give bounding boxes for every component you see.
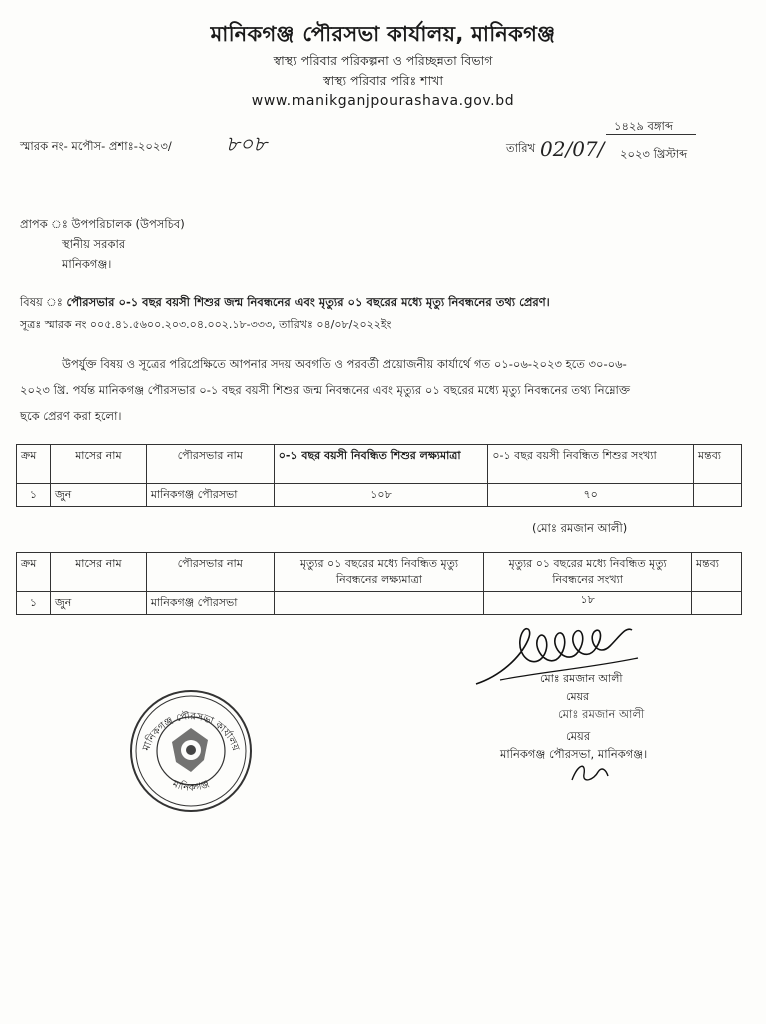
svg-text:মানিকগঞ্জ xyxy=(170,778,211,794)
table-header-cell: মাসের নাম xyxy=(50,553,146,592)
stamp-title: মেয়র xyxy=(566,690,590,703)
stamp-name: মোঃ রমজান আলী xyxy=(540,672,623,685)
date-year: ২০২৩ খ্রিস্টাব্দ xyxy=(620,147,688,161)
recipient-line-3: মানিকগঞ্জ। xyxy=(62,257,112,271)
seal-text-top: মানিকগঞ্জ পৌরসভা কার্যালয় xyxy=(141,710,241,753)
table-header-cell: মৃত্যুর ০১ বছরের মধ্যে নিবন্ধিত মৃত্যু নিবন্ধনের লক্ষ্যমাত্রা xyxy=(274,553,484,592)
signatory-org: মানিকগঞ্জ পৌরসভা, মানিকগঞ্জ। xyxy=(500,747,648,761)
table-cell xyxy=(694,484,742,507)
memo-ref-label: স্মারক নং- মপৌস- প্রশাঃ-২০২৩/ xyxy=(20,139,172,153)
table-header-cell: পৌরসভার নাম xyxy=(146,553,274,592)
table-header-cell: ০-১ বছর বয়সী নিবন্ধিত শিশুর সংখ্যা xyxy=(488,445,694,484)
official-seal xyxy=(128,688,254,814)
website-link[interactable]: www.manikganjpourashava.gov.bd xyxy=(251,93,515,109)
recipient-line-1: প্রাপক ঃ উপপরিচালক (উপসচিব) xyxy=(20,217,185,231)
date-divider xyxy=(606,134,696,135)
table-header-cell: মন্তব্য xyxy=(694,445,742,484)
table-cell: মানিকগঞ্জ পৌরসভা xyxy=(146,484,274,507)
table-header-cell: ০-১ বছর বয়সী নিবন্ধিত শিশুর লক্ষ্যমাত্রা xyxy=(274,445,488,484)
table-cell: ১ xyxy=(17,592,51,615)
branch-name: স্বাস্থ্য পরিবার পরিঃ শাখা xyxy=(323,73,443,88)
bangla-year: ১৪২৯ বঙ্গাব্দ xyxy=(614,119,673,133)
table-cell: ৭০ xyxy=(488,484,694,507)
subject-label: বিষয় ঃ xyxy=(20,295,63,309)
table-cell: মানিকগঞ্জ পৌরসভা xyxy=(146,592,274,615)
memo-ref-number: ৮০৮ xyxy=(226,132,267,156)
body-line-3: ছকে প্রেরণ করা হলো। xyxy=(20,409,122,423)
table-cell: জুন xyxy=(50,592,146,615)
table-cell xyxy=(274,592,484,615)
date-label: তারিখ xyxy=(506,141,536,155)
signatory-name: মোঃ রমজান আলী xyxy=(558,707,645,721)
table-header-cell: ক্রম xyxy=(17,553,51,592)
initial-scribble xyxy=(568,760,612,786)
table-row xyxy=(17,592,742,615)
signatory-title: মেয়র xyxy=(566,729,591,743)
death-registration-table xyxy=(16,552,742,615)
office-title: মানিকগঞ্জ পৌরসভা কার্যালয়, মানিকগঞ্জ xyxy=(210,22,556,46)
subject-text: পৌরসভার ০-১ বছর বয়সী শিশুর জন্ম নিবন্ধনের এবং মৃত্যুর ০১ বছরের মধ্যে মৃত্যু নিবন্ধনের তথ্য প্রেরণ। xyxy=(66,295,550,309)
table-header-row xyxy=(17,553,742,592)
subject-reference: সূত্রঃ স্মারক নং ০০৫.৪১.৫৬০০.২০৩.০৪.০০২.১৮-৩৩৩, তারিখঃ ০৪/০৮/২০২২ইং xyxy=(20,318,392,331)
seal-graphic xyxy=(128,688,254,814)
recipient-line-2: স্থানীয় সরকার xyxy=(62,237,126,251)
department-name: স্বাস্থ্য পরিবার পরিকল্পনা ও পরিচ্ছন্নতা বিভাগ xyxy=(273,53,493,68)
table-header-cell: পৌরসভার নাম xyxy=(146,445,274,484)
table-header-cell: মাসের নাম xyxy=(50,445,146,484)
table-header-cell: ক্রম xyxy=(17,445,51,484)
seal-text-bottom: মানিকগঞ্জ xyxy=(170,778,212,794)
table-header-row xyxy=(17,445,742,484)
table-cell: ১৮ xyxy=(484,592,692,615)
table-cell: ১ xyxy=(17,484,51,507)
subject-line xyxy=(20,294,550,313)
table-cell xyxy=(691,592,741,615)
table-cell: জুন xyxy=(50,484,146,507)
body-line-2: ২০২৩ খ্রি. পর্যন্ত মানিকগঞ্জ পৌরসভার ০-১ বছর বয়সী শিশুর জন্ম নিবন্ধনের এবং মৃত্যুর ০১ বছরের মধ্যে মৃত্যু নিবন্ধনের তথ্য নিম্নোক্ত xyxy=(20,383,631,397)
table-header-cell: মৃত্যুর ০১ বছরের মধ্যে নিবন্ধিত মৃত্যু নিবন্ধনের সংখ্যা xyxy=(484,553,692,592)
body-line-1: উপর্যুক্ত বিষয় ও সূত্রের পরিপ্রেক্ষিতে আপনার সদয় অবগতি ও পরবর্তী প্রয়োজনীয় কার্যার্থে গত ০১-০৬-২০২৩ হতে ৩০-০৬- xyxy=(62,357,627,371)
date-handwritten: 02/07/ xyxy=(540,137,605,161)
table-cell: ১০৮ xyxy=(274,484,488,507)
signature-note: (মোঃ রমজান আলী) xyxy=(532,521,628,535)
table-header-cell: মন্তব্য xyxy=(691,553,741,592)
table-row xyxy=(17,484,742,507)
birth-registration-table xyxy=(16,444,742,507)
